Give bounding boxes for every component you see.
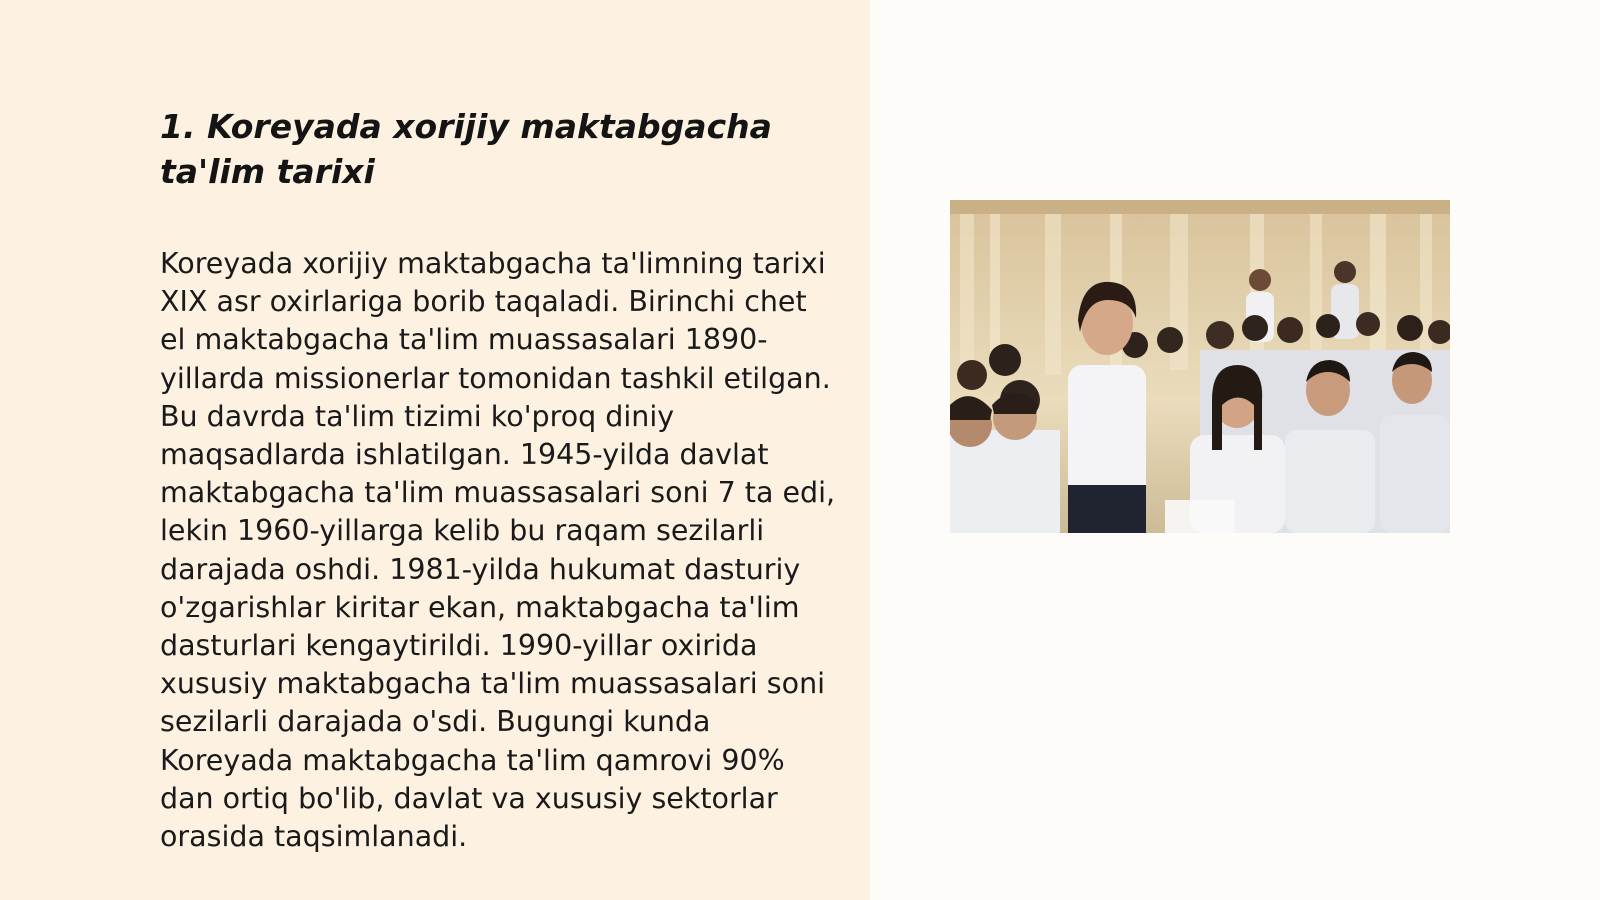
slide-title: 1. Koreyada xorijiy maktabgacha ta'lim tarixi [160,107,772,191]
students-classroom-photo [950,200,1450,533]
photo-illustration [950,200,1450,533]
slide-body-text: Koreyada xorijiy maktabgacha ta'limning tarixi XIX asr oxirlariga borib taqaladi. Birinchi chet el maktabgacha ta'lim muassasalari 1890-yillarda missionerlar tomonidan tashkil etilgan. Bu davrda ta'lim tizimi ko'proq diniy maqsadlarda ishlatilgan. 1945-yilda davlat maktabgacha ta'lim muassasalari soni 7 ta edi, lekin 1960-yillarga kelib bu raqam sezilarli darajada oshdi. 1981-yilda hukumat dasturiy o'zgarishlar kiritar ekan, maktabgacha ta'lim dasturlari kengaytirildi. 1990-yillar oxirida xususiy maktabgacha ta'lim muassasalari soni sezilarli darajada o'sdi. Bugungi kunda Koreyada maktabgacha ta'lim qamrovi 90% dan ortiq bo'lib, davlat va xususiy sektorlar orasida taqsimlanadi. [160,247,836,854]
